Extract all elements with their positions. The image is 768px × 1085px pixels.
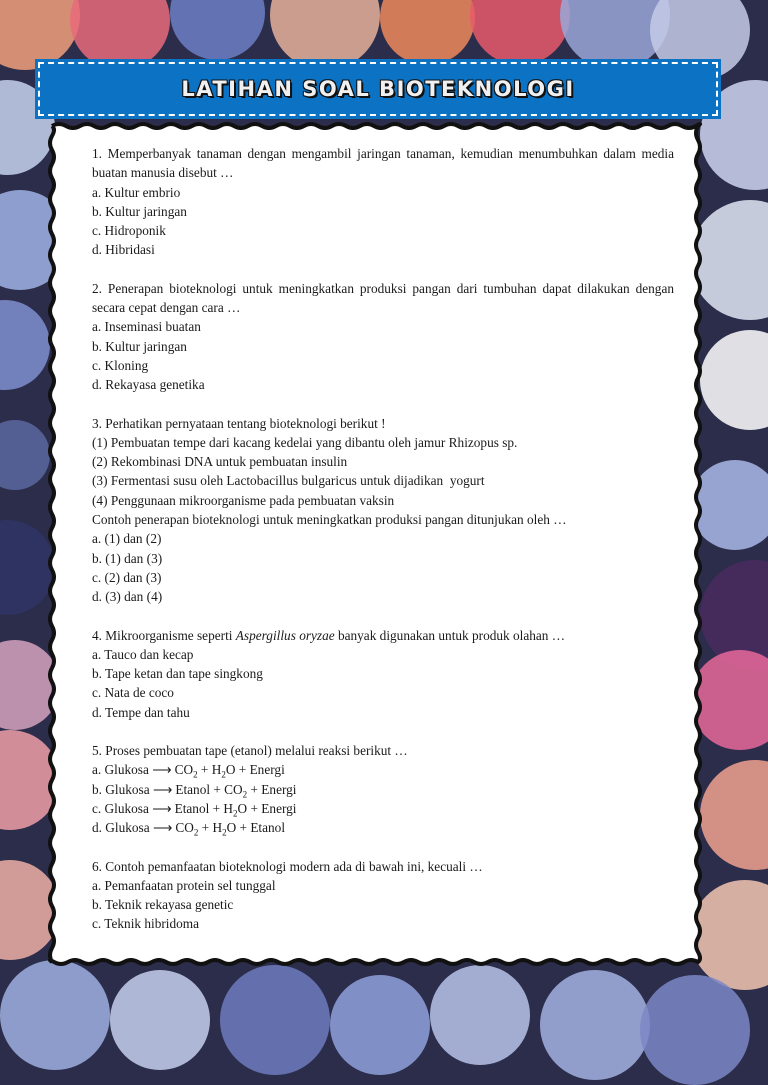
option-a: a. Inseminasi buatan (92, 319, 201, 335)
bokeh-circle (270, 0, 380, 70)
question-4 (92, 626, 674, 722)
bokeh-circle (380, 0, 475, 65)
title-banner (38, 62, 718, 116)
bokeh-circle (170, 0, 265, 60)
bokeh-circle (0, 300, 50, 390)
bokeh-circle (70, 0, 170, 70)
bokeh-circle (690, 650, 768, 750)
bokeh-circle (0, 420, 50, 490)
option-b: b. Glukosa ⟶ Etanol + $CO_2$ + Energi (92, 781, 297, 800)
bokeh-circle (0, 640, 60, 730)
option-a: a. (1) dan (2) (92, 531, 162, 547)
option-b: b. (1) dan (3) (92, 550, 163, 566)
question-stem: 6. Contoh pemanfaatan bioteknologi modern ada di bawah ini, kecuali … (92, 858, 483, 874)
bokeh-circle (330, 975, 430, 1075)
bokeh-circle (540, 970, 650, 1080)
option-d: d. Tempe dan tahu (92, 704, 190, 720)
question-1 (92, 144, 674, 260)
option-d: d. Rekayasa genetika (92, 377, 205, 393)
bokeh-circle (0, 730, 60, 830)
statement-3: (3) Fermentasi susu oleh Lactobacillus bulgaricus untuk dijadikan yogurt (92, 473, 485, 489)
statement-4: (4) Penggunaan mikroorganisme pada pembuatan vaksin (92, 492, 395, 508)
bokeh-circle (110, 970, 210, 1070)
bokeh-circle (470, 0, 570, 65)
option-b: b. Kultur jaringan (92, 338, 187, 354)
question-stem: 3. Perhatikan pernyataan tentang bioteknologi berikut ! (92, 415, 386, 431)
option-c: c. Teknik hibridoma (92, 916, 200, 932)
organism-name: Aspergillus oryzae (235, 627, 335, 643)
question-stem: 2. Penerapan bioteknologi untuk meningkatkan produksi pangan dari tumbuhan dapat dilakukan dengan secara cepat dengan cara … (92, 280, 674, 316)
option-b: b. Kultur jaringan (92, 203, 187, 219)
option-a: a. Kultur embrio (92, 184, 181, 200)
bokeh-circle (690, 880, 768, 990)
option-a: a. Pemanfaatan protein sel tunggal (92, 877, 276, 893)
bokeh-circle (0, 520, 55, 615)
question-prompt: Contoh penerapan bioteknologi untuk meningkatkan produksi pangan ditunjukan oleh … (92, 512, 567, 528)
question-2 (92, 279, 674, 395)
bokeh-circle (430, 965, 530, 1065)
option-c: c. Nata de coco (92, 685, 174, 701)
question-stem: 5. Proses pembuatan tape (etanol) melalui reaksi berikut … (92, 743, 408, 759)
question-stem: 1. Memperbanyak tanaman dengan mengambil jaringan tanaman, kemudian menumbuhkan dalam media buatan manusia disebut … (92, 146, 674, 181)
bokeh-circle (700, 760, 768, 870)
bokeh-circle (0, 960, 110, 1070)
option-d: d. (3) dan (4) (92, 589, 163, 605)
question-3 (92, 414, 674, 607)
statement-2: (2) Rekombinasi DNA untuk pembuatan insulin (92, 454, 348, 470)
option-c: c. Kloning (92, 357, 149, 373)
stem-text: 4. Mikroorganisme seperti (92, 627, 236, 643)
option-b: b. Tape ketan dan tape singkong (92, 666, 263, 682)
bokeh-circle (640, 975, 750, 1085)
option-d: d. Glukosa ⟶ $CO_2 + H_2O$ + Etanol (92, 820, 286, 838)
bokeh-circle (690, 200, 768, 320)
bokeh-circle (700, 330, 768, 430)
bokeh-circle (220, 965, 330, 1075)
stem-text: banyak digunakan untuk produk olahan … (334, 627, 566, 643)
bokeh-circle (0, 0, 80, 70)
bokeh-circle (690, 460, 768, 550)
option-c: c. Glukosa ⟶ Etanol + $H_2O$ + Energi (92, 800, 297, 819)
option-a: a. Tauco dan kecap (92, 646, 194, 662)
option-d: d. Hibridasi (92, 242, 155, 258)
question-stem (92, 626, 674, 645)
question-6 (92, 857, 674, 934)
question-5 (92, 741, 674, 837)
question-list (92, 144, 674, 953)
statement-1: (1) Pembuatan tempe dari kacang kedelai yang dibantu oleh jamur Rhizopus sp. (92, 434, 518, 450)
option-c: c. Hidroponik (92, 223, 166, 239)
page-title: LATIHAN SOAL BIOTEKNOLOGI (181, 77, 575, 101)
option-c: c. (2) dan (3) (92, 569, 162, 585)
bokeh-circle (0, 860, 60, 960)
option-b: b. Teknik rekayasa genetic (92, 897, 234, 913)
option-a: a. Glukosa ⟶ $CO_2 + H_2O$ + Energi (92, 762, 285, 780)
